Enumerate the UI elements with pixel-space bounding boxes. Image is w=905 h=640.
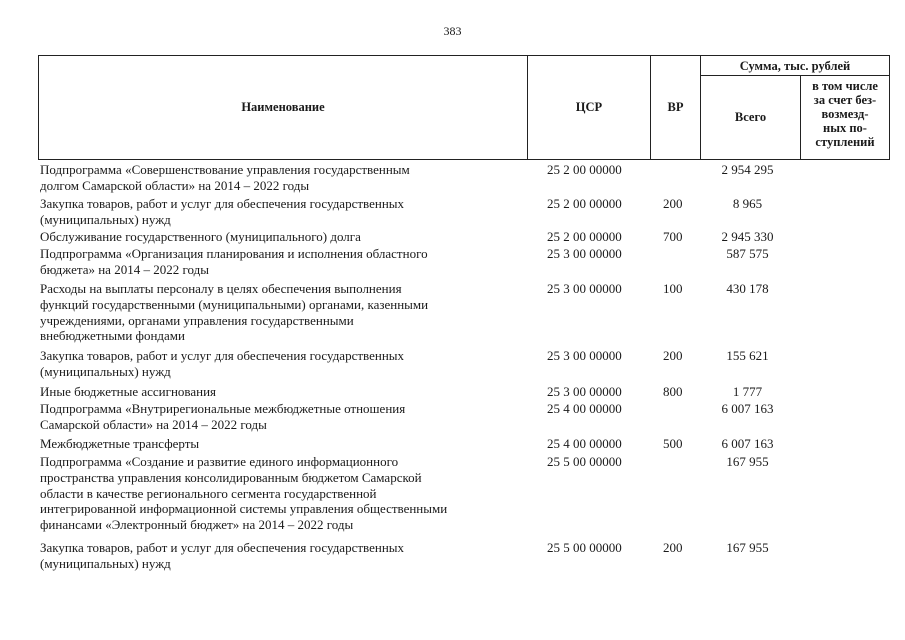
- row-name: Подпрограмма «Внутрирегиональные межбюджетные отношения Самарской области» на 2014 – 2022 годы: [40, 401, 406, 432]
- row-csr: 25 4 00 00000: [547, 436, 622, 451]
- row-csr: 25 2 00 00000: [547, 196, 622, 211]
- row-name: Подпрограмма «Совершенствование управления государственным долгом Самарской области» на 2014 – 2022 годы: [40, 162, 410, 193]
- row-csr: 25 3 00 00000: [547, 281, 622, 296]
- row-vr: 200: [663, 348, 683, 363]
- row-total: 587 575: [726, 246, 769, 261]
- row-total: 2 945 330: [721, 229, 774, 244]
- page-number: 383: [443, 24, 462, 38]
- header-top-border: [38, 55, 890, 56]
- header-bottom-border: [38, 159, 890, 160]
- row-name: Подпрограмма «Создание и развитие единого информационного пространства управления консолидированным бюджетом Самарской области в качестве регионального сегмента государственной интегрированной информационной системы управления общественными финансами «Электронный бюджет» на 2014 – 2022 годы: [40, 454, 448, 533]
- row-csr: 25 5 00 00000: [547, 454, 622, 469]
- header-vr: ВР: [667, 100, 684, 114]
- row-name: Межбюджетные трансферты: [40, 436, 200, 451]
- row-csr: 25 4 00 00000: [547, 401, 622, 416]
- row-vr: 800: [663, 384, 683, 399]
- row-name: Иные бюджетные ассигнования: [40, 384, 217, 399]
- row-csr: 25 5 00 00000: [547, 540, 622, 555]
- row-csr: 25 3 00 00000: [547, 384, 622, 399]
- table-header: [0, 0, 905, 160]
- row-total: 6 007 163: [721, 436, 774, 451]
- row-total: 8 965: [732, 196, 763, 211]
- row-vr: 200: [663, 196, 683, 211]
- row-total: 6 007 163: [721, 401, 774, 416]
- row-csr: 25 2 00 00000: [547, 162, 622, 177]
- row-csr: 25 3 00 00000: [547, 348, 622, 363]
- row-total: 2 954 295: [721, 162, 774, 177]
- row-name: Расходы на выплаты персоналу в целях обеспечения выполнения функций государственными (муниципальными) органами, казенными учреждениями, органами управления государственными внебюджетными фондами: [40, 281, 429, 344]
- header-including: в том числе за счет без- возмезд- ных по- ступлений: [812, 79, 878, 149]
- row-vr: 200: [663, 540, 683, 555]
- row-name: Закупка товаров, работ и услуг для обеспечения государственных (муниципальных) нужд: [40, 196, 405, 227]
- row-total: 167 955: [726, 540, 769, 555]
- row-vr: 500: [663, 436, 683, 451]
- row-name: Закупка товаров, работ и услуг для обеспечения государственных (муниципальных) нужд: [40, 540, 405, 571]
- header-total: Всего: [734, 110, 767, 124]
- sum-group-divider: [700, 75, 890, 76]
- header-name: Наименование: [241, 100, 325, 114]
- row-total: 167 955: [726, 454, 769, 469]
- row-name: Подпрограмма «Организация планирования и исполнения областного бюджета» на 2014 – 2022 годы: [40, 246, 428, 277]
- header-right-border: [889, 55, 890, 160]
- header-sum-group: Сумма, тыс. рублей: [739, 59, 851, 73]
- header-csr: ЦСР: [575, 100, 603, 114]
- row-csr: 25 3 00 00000: [547, 246, 622, 261]
- row-name: Обслуживание государственного (муниципального) долга: [40, 229, 361, 244]
- row-vr: 700: [663, 229, 683, 244]
- row-total: 1 777: [732, 384, 763, 399]
- row-name: Закупка товаров, работ и услуг для обеспечения государственных (муниципальных) нужд: [40, 348, 405, 379]
- row-vr: 100: [663, 281, 683, 296]
- row-total: 430 178: [726, 281, 769, 296]
- row-csr: 25 2 00 00000: [547, 229, 622, 244]
- row-total: 155 621: [726, 348, 769, 363]
